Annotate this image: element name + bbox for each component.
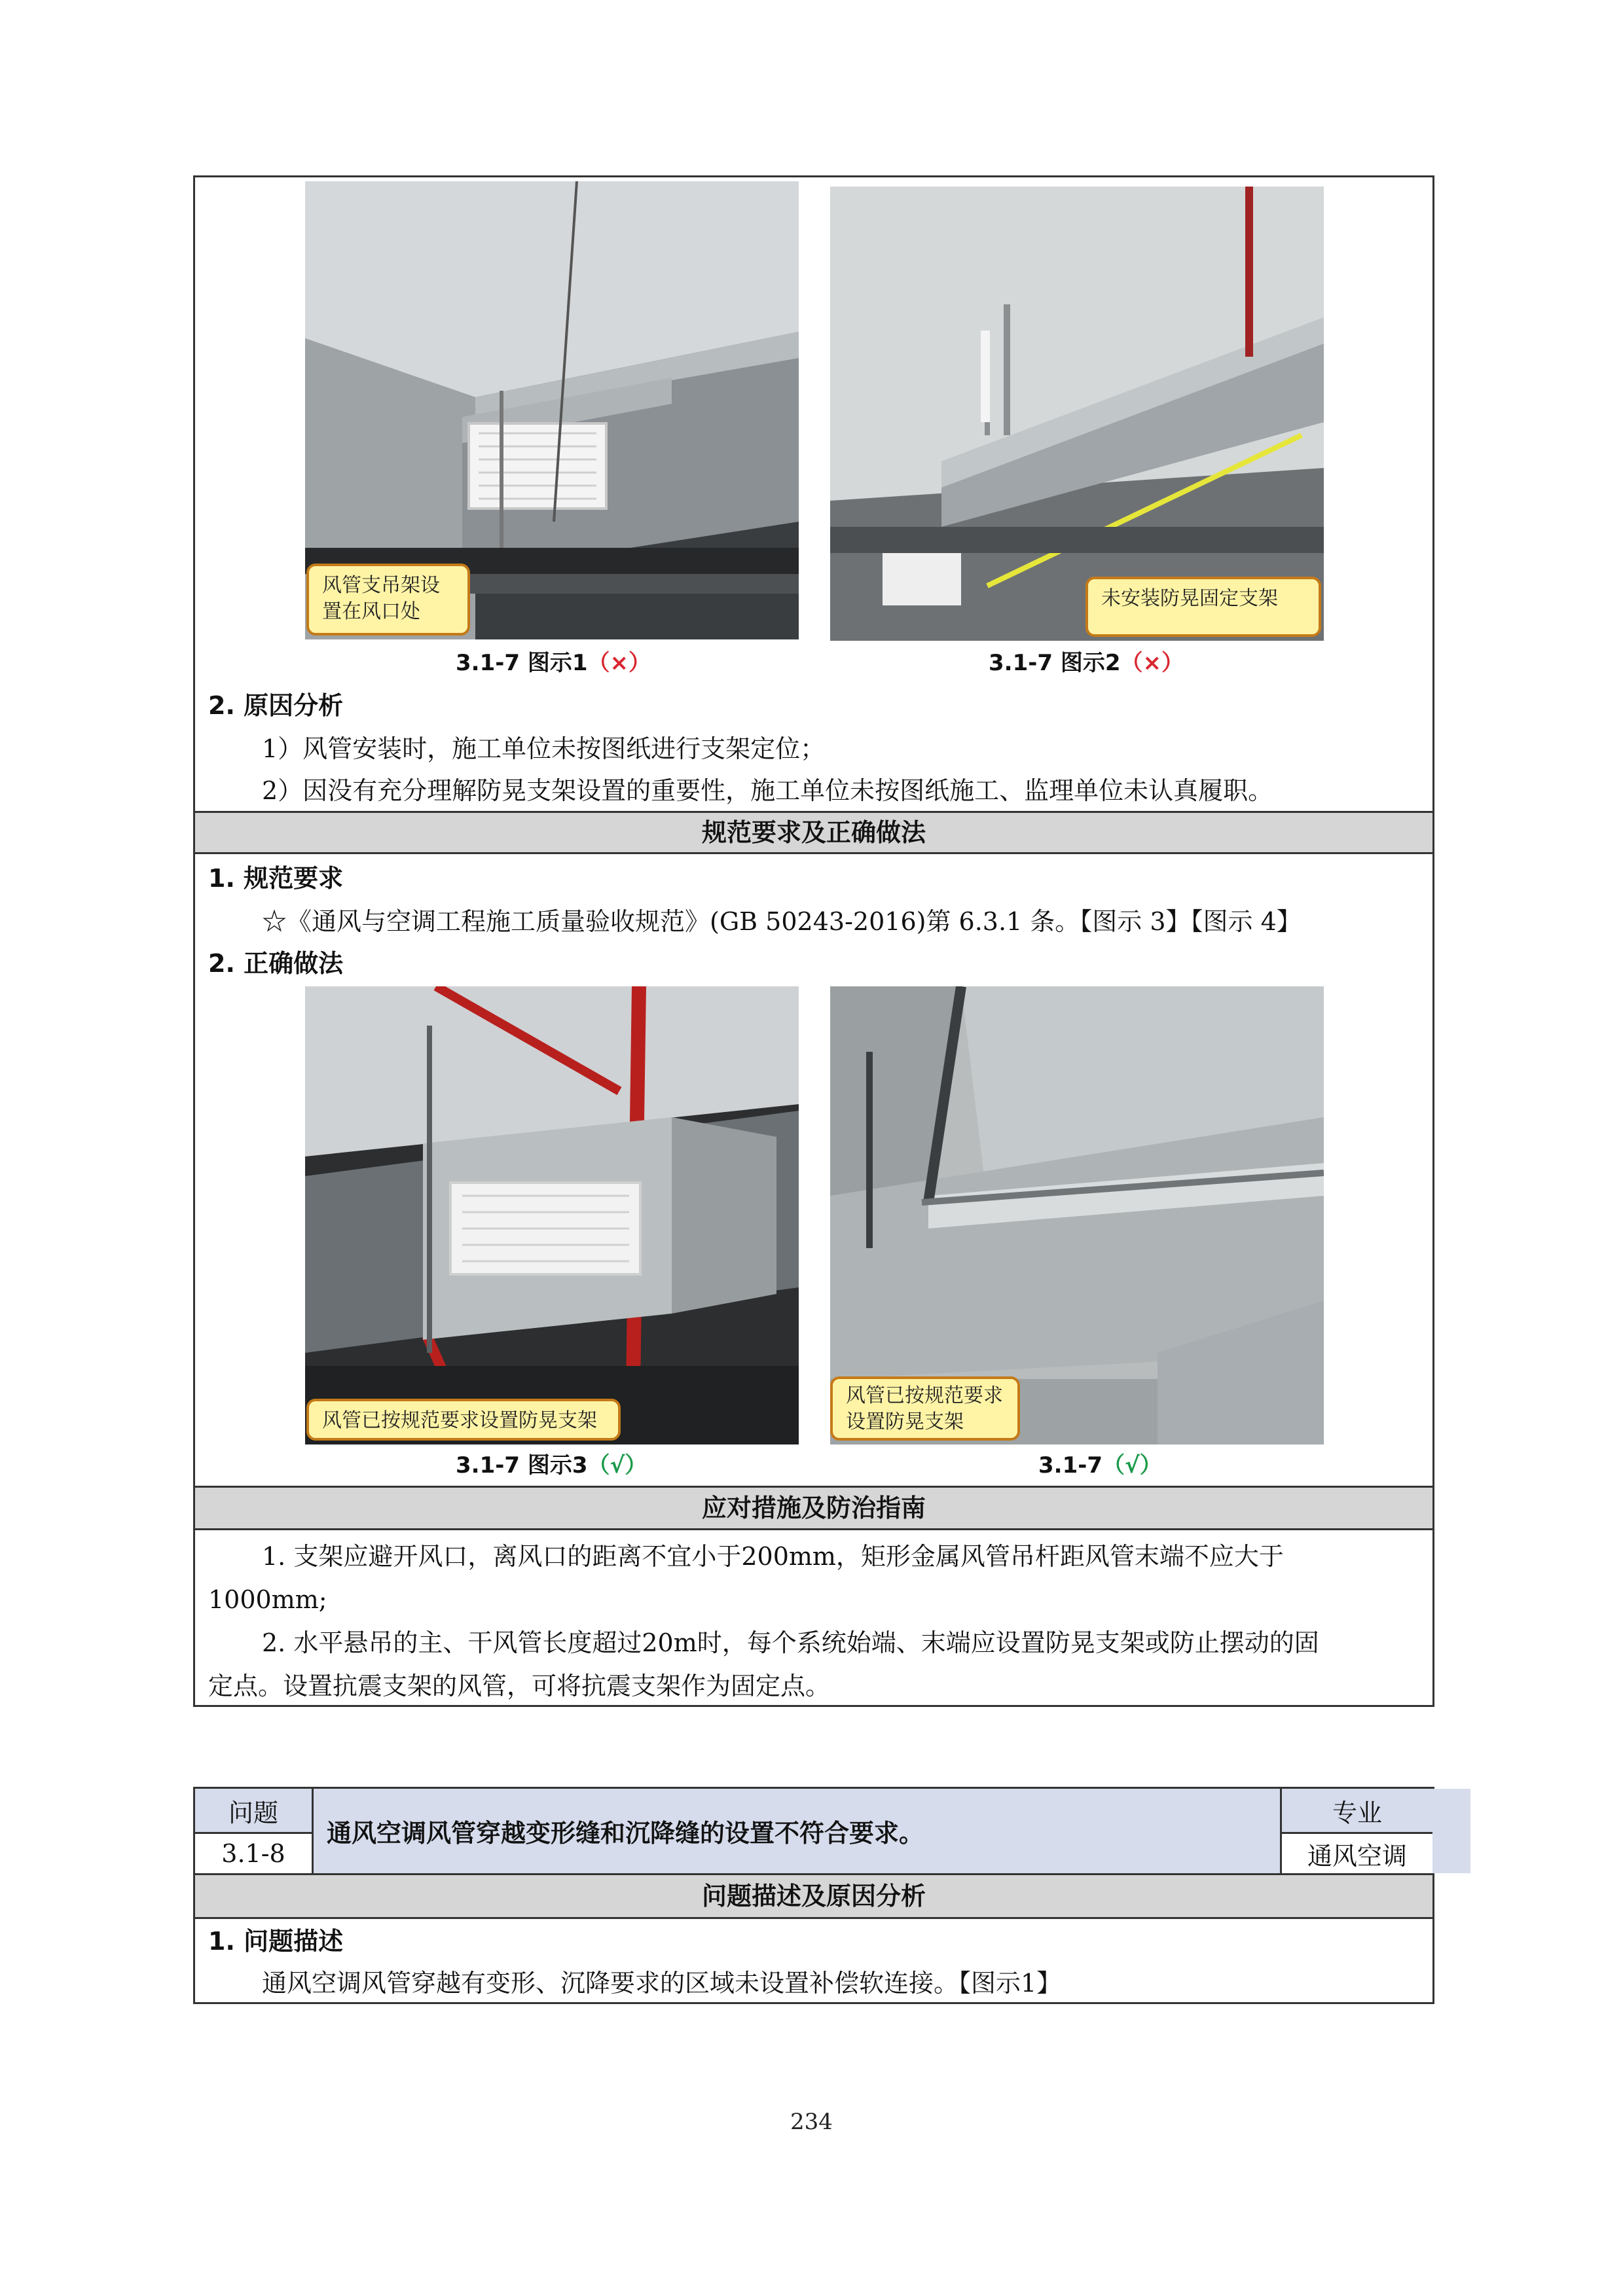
cause-item-2: 2）因没有充分理解防晃支架设置的重要性，施工单位未按图纸施工、监理单位未认真履职。 bbox=[262, 776, 1273, 805]
problem-title: 通风空调风管穿越变形缝和沉降缝的设置不符合要求。 bbox=[314, 1789, 1470, 1873]
band-measures: 应对措施及防治指南 bbox=[195, 1488, 1432, 1528]
measure-2-line-2: 定点。设置抗震支架的风管，可将抗震支架作为固定点。 bbox=[208, 1672, 831, 1700]
fig3-callout: 风管已按规范要求设置防晃支架 bbox=[306, 1399, 621, 1441]
divider bbox=[195, 1917, 1432, 1919]
spec-title: 1. 规范要求 bbox=[208, 864, 344, 893]
measure-2-line-1: 2. 水平悬吊的主、干风管长度超过20m时，每个系统始端、末端应设置防晃支架或防止摆动的固 bbox=[262, 1628, 1319, 1657]
fig4-callout: 风管已按规范要求设置防晃支架 bbox=[830, 1376, 1020, 1441]
band-spec: 规范要求及正确做法 bbox=[195, 813, 1432, 852]
fig1-caption-group bbox=[456, 645, 651, 677]
divider bbox=[195, 1832, 312, 1834]
fig2-caption-group bbox=[989, 645, 1184, 677]
desc-title: 1. 问题描述 bbox=[208, 1927, 344, 1956]
divider bbox=[1280, 1832, 1432, 1834]
divider bbox=[312, 1789, 314, 1873]
cause-item-1: 1）风管安装时，施工单位未按图纸进行支架定位； bbox=[262, 734, 826, 763]
photo-fig2-no-anti-sway bbox=[830, 187, 1324, 641]
fig2-wrong-mark: （×） bbox=[1120, 650, 1184, 676]
fig3-caption: 3.1-7 图示3 bbox=[456, 1452, 588, 1479]
fig4-right-mark: （√） bbox=[1103, 1452, 1162, 1479]
measure-2 bbox=[208, 1621, 1426, 1708]
fig2-caption: 3.1-7 图示2 bbox=[989, 650, 1121, 676]
divider bbox=[1280, 1789, 1282, 1873]
spec-text: ☆《通风与空调工程施工质量验收规范》(GB 50243-2016)第 6.3.1 条。【图示 3】【图示 4】 bbox=[262, 907, 1302, 936]
issue-table-3-1-7 bbox=[193, 175, 1434, 1707]
photo-fig4-correct-anti-sway bbox=[830, 986, 1324, 1444]
page-number: 234 bbox=[790, 2109, 833, 2135]
issue-table-3-1-8 bbox=[193, 1787, 1434, 2004]
fig1-caption: 3.1-7 图示1 bbox=[456, 650, 588, 676]
label-major: 专业 bbox=[1282, 1789, 1432, 1832]
measure-1-line-2: 1000mm; bbox=[208, 1585, 327, 1614]
measure-1-line-1: 1. 支架应避开风口，离风口的距离不宜小于200mm，矩形金属风管吊杆距风管末端不应大于 bbox=[262, 1542, 1284, 1571]
fig1-wrong-mark: （×） bbox=[587, 650, 651, 676]
major-value: 通风空调 bbox=[1282, 1834, 1432, 1873]
band-desc: 问题描述及原因分析 bbox=[195, 1875, 1432, 1917]
measure-1 bbox=[208, 1535, 1426, 1621]
fig3-right-mark: （√） bbox=[587, 1452, 647, 1479]
divider bbox=[195, 1528, 1432, 1530]
divider bbox=[195, 852, 1432, 854]
label-problem: 问题 bbox=[195, 1789, 312, 1832]
fig4-caption-group bbox=[1038, 1447, 1162, 1479]
problem-id: 3.1-8 bbox=[221, 1839, 285, 1868]
fig4-caption: 3.1-7 bbox=[1038, 1452, 1103, 1479]
fig1-callout: 风管支吊架设置在风口处 bbox=[306, 564, 470, 636]
cause-title: 2. 原因分析 bbox=[208, 691, 344, 720]
fig3-caption-group bbox=[456, 1447, 647, 1479]
correct-title: 2. 正确做法 bbox=[208, 949, 344, 978]
photo-fig3-correct-anti-sway bbox=[305, 986, 799, 1444]
desc-text: 通风空调风管穿越有变形、沉降要求的区域未设置补偿软连接。【图示1】 bbox=[262, 1969, 1062, 1998]
fig2-callout: 未安装防晃固定支架 bbox=[1085, 577, 1321, 637]
